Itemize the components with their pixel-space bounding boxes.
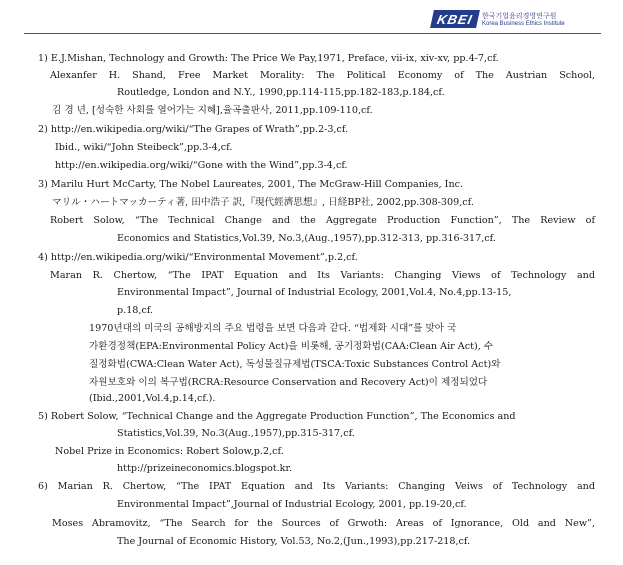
note-4-line-3: Environmental Impact”, Journal of Industrial Ecology, 2001,Vol.4, No.4,pp.13-15, [117, 287, 512, 298]
note-1-line-2: Alexanfer H. Shand, Free Market Morality: The Political Economy of The Austrian School, [50, 70, 595, 81]
note-5-line-2: Statistics,Vol.39, No.3(Aug.,1957),pp.315-317,cf. [117, 428, 355, 439]
note-1-line-3: Routledge, London and N.Y., 1990,pp.114-115,pp.182-183,p.184,cf. [117, 87, 445, 98]
note-5-line-3: Nobel Prize in Economics: Robert Solow,p.2,cf. [55, 446, 284, 457]
note-1-line-4: 김 경 년, [성숙한 사회를 열어가는 지혜],율곡출판사, 2011,pp.109-110,cf. [52, 105, 373, 116]
note-4-line-7: 질정화법(CWA:Clean Water Act), 독성물질규제법(TSCA:Toxic Substances Control Act)와 [89, 359, 501, 370]
logo-mark: KBEI [430, 10, 480, 28]
note-4-line-2: Maran R. Chertow, “The IPAT Equation and Its Variants: Changing Views of Technology and [50, 270, 595, 281]
note-2-line-3: http://en.wikipedia.org/wiki/“Gone with the Wind”,pp.3-4,cf. [55, 160, 348, 171]
note-3-line-1: 3) Marilu Hurt McCarty, The Nobel Laureates, 2001, The McGraw-Hill Companies, Inc. [38, 179, 464, 190]
note-6-line-3: Moses Abramovitz, “The Search for the Sources of Grwoth: Areas of Ignorance, Old and New”, [52, 518, 595, 529]
note-2-line-1: 2) http://en.wikipedia.org/wiki/“The Grapes of Wrath”,pp.2-3,cf. [38, 124, 349, 135]
note-5-line-4: http://prizeineconomics.blogspot.kr. [117, 463, 293, 474]
note-4-line-4: p.18,cf. [117, 305, 154, 316]
institute-logo [432, 10, 565, 28]
header-rule [24, 33, 601, 34]
note-6-line-1: 6) Marian R. Chertow, “The IPAT Equation and Its Variants: Changing Veiws of Technology and [38, 481, 595, 492]
note-4-line-8: 자원보호와 이의 복구법(RCRA:Resource Conservation and Recovery Act)이 제정되었다 [89, 377, 488, 388]
note-4-line-6: 가환경정책(EPA:Environmental Policy Act)을 비롯해, 공기정화법(CAA:Clean Air Act), 수 [89, 341, 494, 352]
note-5-line-1: 5) Robert Solow, “Technical Change and the Aggregate Production Function”, The Economics and [38, 411, 516, 422]
logo-text [482, 11, 565, 27]
note-3-line-4: Economics and Statistics,Vol.39, No.3,(Aug.,1957),pp.312-313, pp.316-317,cf. [117, 233, 496, 244]
note-1-line-1: 1) E.J.Mishan, Technology and Growth: The Price We Pay,1971, Preface, vii-ix, xiv-xv, pp.4-7,cf. [38, 53, 499, 64]
note-6-line-4: The Journal of Economic History, Vol.53, No.2,(Jun.,1993),pp.217-218,cf. [117, 536, 471, 547]
note-3-line-2: マリル・ハートマッカーティ著, 田中浩子 訳,『現代經濟思想』, 日経BP社, 2002,pp.308-309,cf. [52, 197, 474, 208]
note-2-line-2: Ibid., wiki/“John Steibeck”,pp.3-4,cf. [55, 142, 233, 153]
page-header [0, 0, 623, 40]
note-6-line-2: Environmental Impact”,Journal of Industrial Ecology, 2001, pp.19-20,cf. [117, 499, 467, 510]
note-4-line-1: 4) http://en.wikipedia.org/wiki/“Environmental Movement”,p.2,cf. [38, 252, 358, 263]
note-4-line-9: (Ibid.,2001,Vol.4,p.14,cf.). [89, 393, 216, 404]
logo-korean-name: 한국기업윤리경영연구원 [482, 12, 557, 20]
note-3-line-3: Robert Solow, “The Technical Change and the Aggregate Production Function”, The Review of [50, 215, 595, 226]
note-4-line-5: 1970년대의 미국의 공해방지의 주요 법령을 보면 다음과 같다. “법제화 시대”를 맞아 국 [89, 323, 457, 334]
logo-english-name: Korea Business Ethics Institute [482, 21, 565, 27]
